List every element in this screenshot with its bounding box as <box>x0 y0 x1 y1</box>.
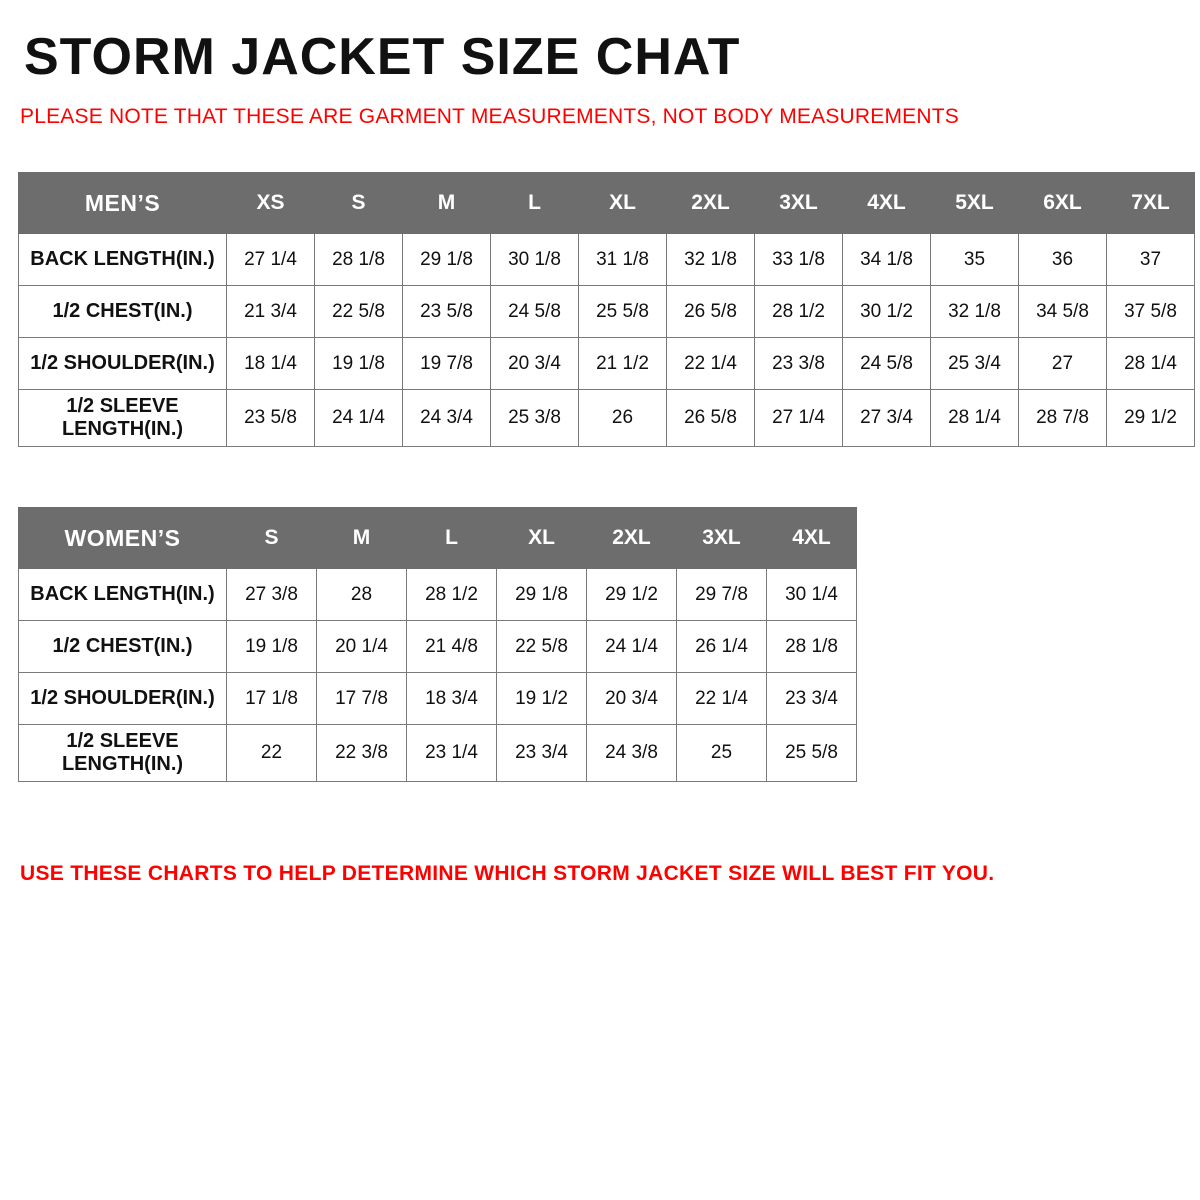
table-header-row <box>19 173 1195 234</box>
mens-header-size-m: M <box>403 173 491 234</box>
table-cell: 28 1/2 <box>755 286 843 338</box>
table-cell: 25 5/8 <box>767 725 857 782</box>
table-cell: 27 1/4 <box>227 234 315 286</box>
table-cell: 17 1/8 <box>227 673 317 725</box>
mens-header-size-3xl: 3XL <box>755 173 843 234</box>
table-cell: 23 3/4 <box>497 725 587 782</box>
table-cell: 17 7/8 <box>317 673 407 725</box>
table-cell: 29 1/2 <box>1107 390 1195 447</box>
mens-header-size-s: S <box>315 173 403 234</box>
table-row <box>19 338 1195 390</box>
mens-header-size-5xl: 5XL <box>931 173 1019 234</box>
table-cell: 23 1/4 <box>407 725 497 782</box>
table-cell: 28 7/8 <box>1019 390 1107 447</box>
womens-row-label-back-length: BACK LENGTH(IN.) <box>19 569 227 621</box>
table-cell: 27 3/8 <box>227 569 317 621</box>
table-row <box>19 390 1195 447</box>
table-cell: 24 1/4 <box>315 390 403 447</box>
table-cell: 22 <box>227 725 317 782</box>
womens-header-size-xl: XL <box>497 508 587 569</box>
table-row <box>19 621 857 673</box>
table-cell: 24 3/4 <box>403 390 491 447</box>
mens-header-size-l: L <box>491 173 579 234</box>
table-cell: 22 3/8 <box>317 725 407 782</box>
mens-header-label: MEN’S <box>19 173 227 234</box>
table-cell: 19 1/8 <box>227 621 317 673</box>
table-cell: 28 1/2 <box>407 569 497 621</box>
table-cell: 26 <box>579 390 667 447</box>
table-cell: 28 <box>317 569 407 621</box>
table-cell: 23 5/8 <box>403 286 491 338</box>
table-cell: 28 1/8 <box>315 234 403 286</box>
mens-header-size-6xl: 6XL <box>1019 173 1107 234</box>
table-cell: 30 1/2 <box>843 286 931 338</box>
table-cell: 27 3/4 <box>843 390 931 447</box>
mens-row-label-half-shoulder: 1/2 SHOULDER(IN.) <box>19 338 227 390</box>
table-cell: 28 1/4 <box>1107 338 1195 390</box>
table-cell: 20 1/4 <box>317 621 407 673</box>
mens-header-size-7xl: 7XL <box>1107 173 1195 234</box>
table-cell: 34 1/8 <box>843 234 931 286</box>
womens-header-size-4xl: 4XL <box>767 508 857 569</box>
womens-header-size-l: L <box>407 508 497 569</box>
table-cell: 26 5/8 <box>667 286 755 338</box>
table-cell: 18 3/4 <box>407 673 497 725</box>
mens-row-label-back-length: BACK LENGTH(IN.) <box>19 234 227 286</box>
table-cell: 26 1/4 <box>677 621 767 673</box>
table-cell: 28 1/8 <box>767 621 857 673</box>
bottom-usage-note: USE THESE CHARTS TO HELP DETERMINE WHICH STORM JACKET SIZE WILL BEST FIT YOU. <box>20 862 995 886</box>
womens-header-size-m: M <box>317 508 407 569</box>
mens-header-size-xs: XS <box>227 173 315 234</box>
womens-size-table <box>18 507 857 782</box>
table-cell: 27 <box>1019 338 1107 390</box>
womens-row-label-half-shoulder: 1/2 SHOULDER(IN.) <box>19 673 227 725</box>
womens-row-label-half-chest: 1/2 CHEST(IN.) <box>19 621 227 673</box>
womens-row-label-half-sleeve-length: 1/2 SLEEVE LENGTH(IN.) <box>19 725 227 782</box>
table-cell: 29 1/8 <box>497 569 587 621</box>
table-cell: 24 1/4 <box>587 621 677 673</box>
table-cell: 22 1/4 <box>677 673 767 725</box>
table-cell: 30 1/8 <box>491 234 579 286</box>
table-cell: 18 1/4 <box>227 338 315 390</box>
table-cell: 23 3/4 <box>767 673 857 725</box>
mens-header-size-xl: XL <box>579 173 667 234</box>
table-cell: 31 1/8 <box>579 234 667 286</box>
mens-size-table <box>18 172 1195 447</box>
table-cell: 24 3/8 <box>587 725 677 782</box>
table-cell: 29 1/8 <box>403 234 491 286</box>
table-cell: 22 5/8 <box>497 621 587 673</box>
table-cell: 33 1/8 <box>755 234 843 286</box>
table-cell: 19 1/8 <box>315 338 403 390</box>
table-row <box>19 286 1195 338</box>
table-cell: 37 <box>1107 234 1195 286</box>
table-row <box>19 673 857 725</box>
table-cell: 19 1/2 <box>497 673 587 725</box>
table-cell: 27 1/4 <box>755 390 843 447</box>
table-cell: 24 5/8 <box>491 286 579 338</box>
table-cell: 35 <box>931 234 1019 286</box>
table-cell: 21 3/4 <box>227 286 315 338</box>
table-cell: 22 1/4 <box>667 338 755 390</box>
table-cell: 37 5/8 <box>1107 286 1195 338</box>
womens-header-size-s: S <box>227 508 317 569</box>
page-title: STORM JACKET SIZE CHAT <box>24 28 741 86</box>
table-cell: 23 5/8 <box>227 390 315 447</box>
womens-header-label: WOMEN’S <box>19 508 227 569</box>
table-cell: 26 5/8 <box>667 390 755 447</box>
table-cell: 25 3/8 <box>491 390 579 447</box>
table-row <box>19 725 857 782</box>
mens-row-label-half-sleeve-length: 1/2 SLEEVE LENGTH(IN.) <box>19 390 227 447</box>
table-cell: 29 7/8 <box>677 569 767 621</box>
mens-header-size-2xl: 2XL <box>667 173 755 234</box>
table-header-row <box>19 508 857 569</box>
table-cell: 34 5/8 <box>1019 286 1107 338</box>
table-cell: 20 3/4 <box>587 673 677 725</box>
womens-header-size-3xl: 3XL <box>677 508 767 569</box>
table-cell: 21 1/2 <box>579 338 667 390</box>
table-cell: 29 1/2 <box>587 569 677 621</box>
table-cell: 19 7/8 <box>403 338 491 390</box>
table-row <box>19 569 857 621</box>
table-cell: 24 5/8 <box>843 338 931 390</box>
table-cell: 36 <box>1019 234 1107 286</box>
table-cell: 32 1/8 <box>667 234 755 286</box>
table-cell: 23 3/8 <box>755 338 843 390</box>
top-disclaimer-note: PLEASE NOTE THAT THESE ARE GARMENT MEASUREMENTS, NOT BODY MEASUREMENTS <box>20 104 959 128</box>
table-cell: 21 4/8 <box>407 621 497 673</box>
table-row <box>19 234 1195 286</box>
table-cell: 20 3/4 <box>491 338 579 390</box>
table-cell: 25 5/8 <box>579 286 667 338</box>
table-cell: 28 1/4 <box>931 390 1019 447</box>
mens-header-size-4xl: 4XL <box>843 173 931 234</box>
mens-row-label-half-chest: 1/2 CHEST(IN.) <box>19 286 227 338</box>
table-cell: 32 1/8 <box>931 286 1019 338</box>
table-cell: 25 3/4 <box>931 338 1019 390</box>
table-cell: 22 5/8 <box>315 286 403 338</box>
table-cell: 30 1/4 <box>767 569 857 621</box>
womens-header-size-2xl: 2XL <box>587 508 677 569</box>
table-cell: 25 <box>677 725 767 782</box>
